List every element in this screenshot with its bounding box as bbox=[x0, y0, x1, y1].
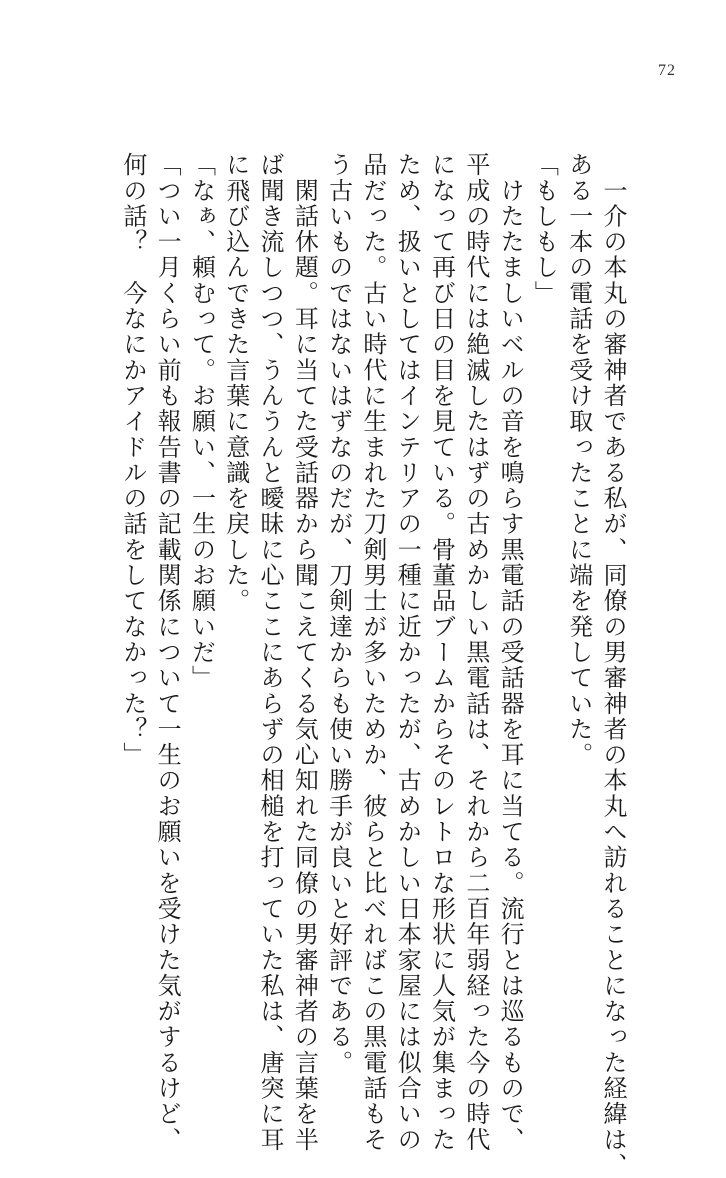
text-line: ば聞き流しつつ、うんうんと曖昧に心ここにあらずの相槌を打っていた私は、唐突に耳 bbox=[256, 152, 285, 1153]
vertical-text-body bbox=[116, 152, 630, 1178]
text-line: 一介の本丸の審神者である私が、同僚の男審神者の本丸へ訪れることになった経緯は、 bbox=[599, 152, 627, 1178]
text-line: ある一本の電話を受け取ったことに端を発していた。 bbox=[564, 152, 593, 768]
text-line: 品だった。古い時代に生まれた刀剣男士が多いためか、彼らと比べればこの黒電話もそ bbox=[358, 152, 387, 1153]
text-line: 閑話休題。耳に当てた受話器から聞こえてくる気心知れた同僚の男審神者の言葉を半 bbox=[290, 152, 319, 1153]
text-line: ため、扱いとしてはインテリアの一種に近かったが、古めかしい日本家屋には似合いの bbox=[393, 152, 422, 1153]
text-line: けたたましいベルの音を鳴らす黒電話の受話器を耳に当てる。流行とは巡るもので、 bbox=[496, 152, 525, 1153]
text-line: う古いものではないはずなのだが、刀剣達からも使い勝手が良いと好評である。 bbox=[324, 152, 353, 1076]
text-line: 平成の時代には絶滅したはずの古めかしい黒電話は、それから二百年弱経った今の時代 bbox=[461, 152, 490, 1153]
text-line: 何の話？ 今なにかアイドルの話をしてなかった？」 bbox=[118, 152, 147, 768]
page-number: 72 bbox=[658, 62, 676, 79]
text-line: 「つい一月くらい前も報告書の記載関係について一生のお願いを受けた気がするけど、 bbox=[153, 152, 182, 1153]
text-line: になって再び日の目を見ている。骨董品ブームからそのレトロな形状に人気が集まった bbox=[427, 152, 456, 1153]
text-line: に飛び込んできた言葉に意識を戻した。 bbox=[221, 152, 250, 614]
text-line: 「もしもし」 bbox=[530, 152, 559, 306]
text-line: 「なぁ、頼むって。お願い、一生のお願いだ」 bbox=[187, 152, 216, 691]
